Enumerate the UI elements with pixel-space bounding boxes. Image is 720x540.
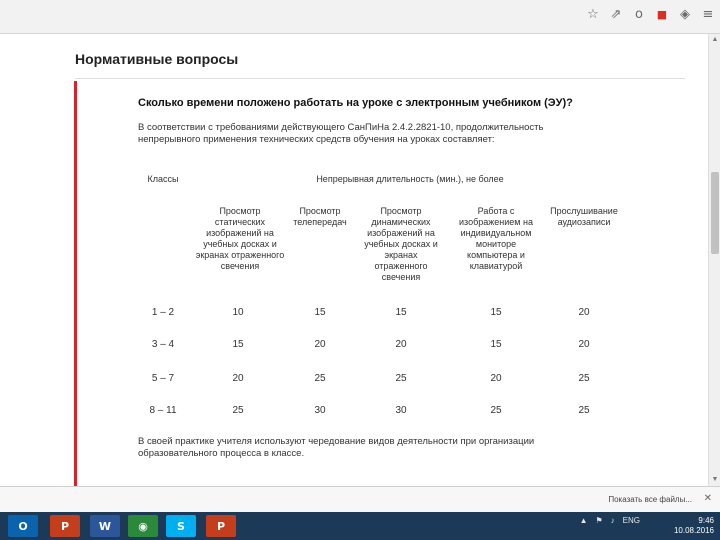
table-header-col3: Просмотр динамических изображений на учебных досках и экранах отраженного свечения <box>364 206 438 282</box>
table-header-col4: Работа с изображением на индивидуальном мониторе компьютера и клавиатурой <box>459 206 533 271</box>
table-cell: 15 <box>490 307 502 318</box>
clock-time: 9:46 <box>698 516 714 525</box>
table-cell: 25 <box>578 373 590 384</box>
page-scrollbar[interactable] <box>708 34 720 486</box>
o-icon[interactable]: o <box>635 7 643 22</box>
bookmark-icon[interactable]: ☆ <box>587 7 599 22</box>
table-cell: 20 <box>490 373 502 384</box>
table-cell: 15 <box>314 307 326 318</box>
table-cell: 10 <box>232 307 244 318</box>
accent-bar <box>74 81 77 486</box>
downloads-bar <box>0 486 720 512</box>
table-cell: 25 <box>578 405 590 416</box>
question-heading: Сколько времени положено работать на уроке с электронным учебником (ЭУ)? <box>138 97 573 109</box>
table-header-class: Классы <box>147 174 179 184</box>
browser-toolbar <box>0 0 720 34</box>
table-cell: 15 <box>232 339 244 350</box>
page-content <box>0 34 708 486</box>
taskbar-powerpoint-2-icon[interactable]: P <box>206 515 236 537</box>
table-cell: 30 <box>314 405 326 416</box>
table-cell: 15 <box>490 339 502 350</box>
taskbar-chrome-icon[interactable]: ◉ <box>128 515 158 537</box>
table-header-col1: Просмотр статических изображений на учебных досках и экранах отраженного свечения <box>195 206 285 271</box>
table-cell: 20 <box>232 373 244 384</box>
table-cell: 20 <box>314 339 326 350</box>
taskbar-clock[interactable] <box>674 516 714 536</box>
taskbar-skype-icon[interactable]: S <box>166 515 196 537</box>
table-cell: 25 <box>490 405 502 416</box>
row-label-4: 8 – 11 <box>149 405 177 416</box>
toolbar-icons <box>585 8 716 22</box>
taskbar-outlook-icon[interactable]: O <box>8 515 38 537</box>
table-header-col2: Просмотр телепередач <box>293 206 347 227</box>
menu-icon[interactable]: ≡ <box>702 7 714 22</box>
table-cell: 20 <box>395 339 407 350</box>
section-title: Нормативные вопросы <box>75 51 239 67</box>
table-header-group: Непрерывная длительность (мин.), не более <box>316 174 504 184</box>
table-header-col5: Прослушивание аудиозаписи <box>550 206 618 227</box>
row-label-2: 3 – 4 <box>151 339 175 350</box>
red-extension-icon[interactable]: ■ <box>656 8 668 21</box>
scroll-down-icon[interactable]: ▼ <box>711 476 719 483</box>
share-icon[interactable]: ⇗ <box>610 7 622 22</box>
tray-volume-icon[interactable]: ♪ <box>610 516 615 525</box>
taskbar-powerpoint-icon[interactable]: P <box>50 515 80 537</box>
close-icon[interactable]: ✕ <box>703 493 712 504</box>
extensions-icon[interactable]: ◈ <box>680 7 690 22</box>
tray-flag-icon[interactable]: ⚑ <box>595 516 603 525</box>
row-label-3: 5 – 7 <box>151 373 175 384</box>
taskbar-word-icon[interactable]: W <box>90 515 120 537</box>
tray-up-icon[interactable]: ▲ <box>579 516 588 525</box>
table-cell: 30 <box>395 405 407 416</box>
system-tray <box>580 516 640 525</box>
table-cell: 25 <box>314 373 326 384</box>
row-label-1: 1 – 2 <box>151 307 175 318</box>
show-all-downloads-link[interactable]: Показать все файлы... <box>608 495 692 504</box>
language-indicator[interactable]: ENG <box>622 516 640 525</box>
intro-text: В соответствии с требованиями действующего СанПиНа 2.4.2.2821-10, продолжительность непрерывного применения технических средств обучения на уроках составляет: <box>138 122 544 145</box>
scroll-up-icon[interactable]: ▲ <box>711 36 719 43</box>
table-cell: 25 <box>232 405 244 416</box>
table-cell: 20 <box>578 307 590 318</box>
outro-text: В своей практике учителя используют чередование видов деятельности при организации образовательного процесса в классе. <box>138 436 535 459</box>
title-divider <box>75 78 685 79</box>
table-cell: 20 <box>578 339 590 350</box>
table-cell: 25 <box>395 373 407 384</box>
scroll-thumb[interactable] <box>711 172 719 254</box>
table-cell: 15 <box>395 307 407 318</box>
clock-date: 10.08.2016 <box>673 526 714 535</box>
windows-taskbar <box>0 512 720 540</box>
